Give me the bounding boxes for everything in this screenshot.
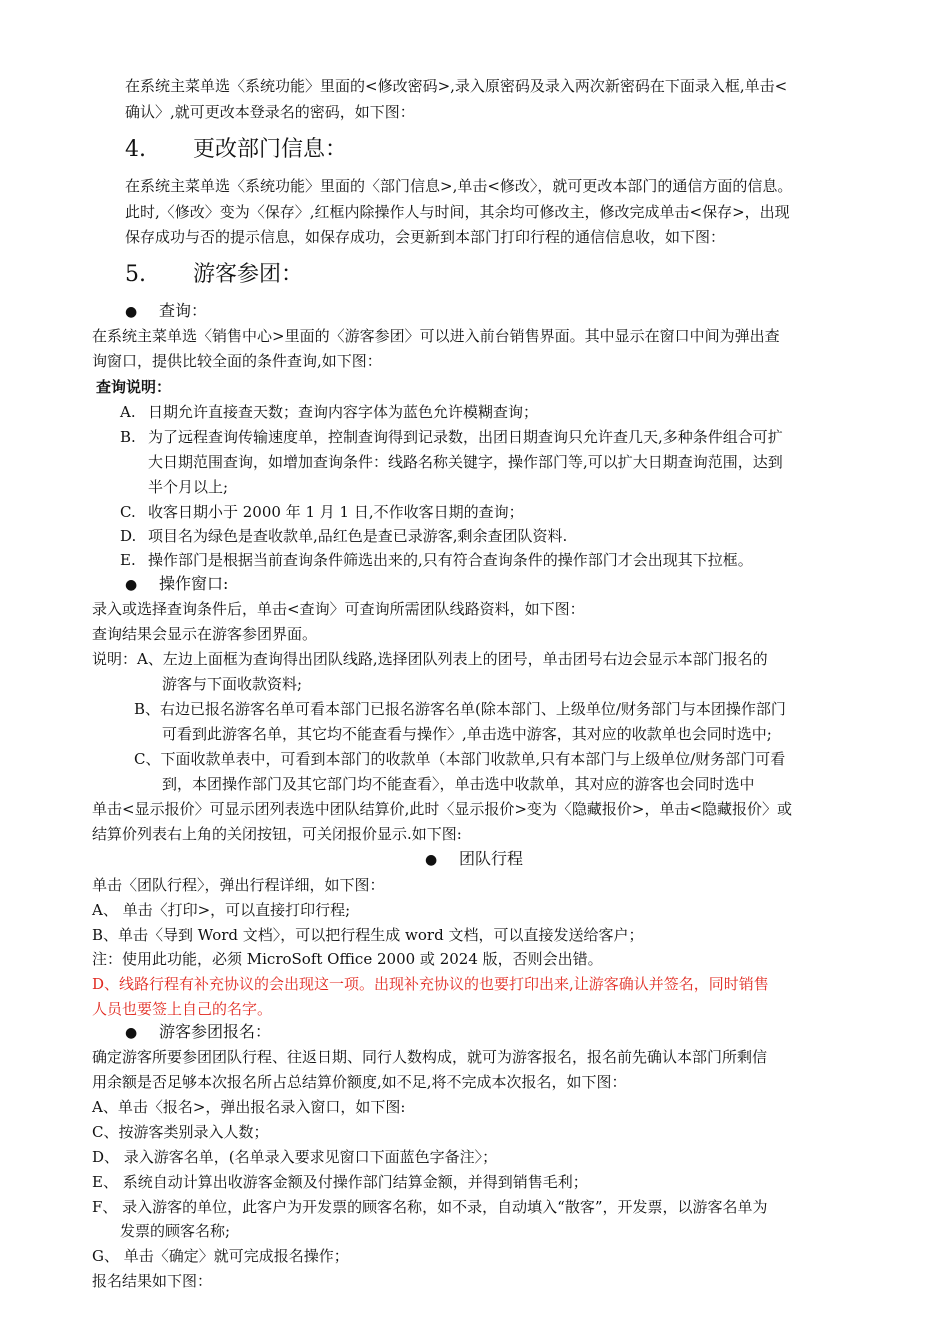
intro-line-2: 确认〉,就可更改本登录名的密码，如下图： [125, 103, 415, 121]
note-label: A. [120, 403, 136, 421]
signup-step-d: D、 录入游客名单，(名单录入要求见窗口下面蓝色字备注〉； [92, 1148, 498, 1166]
query-title: 查询： [159, 301, 208, 320]
note-text: 日期允许直接查天数；查询内容字体为蓝色允许模糊查询； [148, 403, 539, 421]
signup-step-a: A、单击〈报名>，弹出报名录入窗口，如下图: [92, 1098, 406, 1116]
note-label: D. [120, 527, 137, 545]
intro-line-1: 在系统主菜单选〈系统功能〉里面的<修改密码>,录入原密码及录入两次新密码在下面录入框,单击< [125, 77, 788, 95]
section-4-title: 更改部门信息： [193, 137, 348, 162]
note-text: 收客日期小于 2000 年 1 月 1 日,不作收客日期的查询； [148, 503, 524, 521]
bullet-icon: ● [125, 1025, 138, 1041]
operate-note-a-line-1: 说明：A、左边上面框为查询得出团队线路,选择团队列表上的团号，单击团号右边会显示本部门报名的 [92, 650, 768, 668]
query-notes-title: 查询说明： [96, 378, 172, 396]
signup-line-1: 确定游客所要参团团队行程、往返日期、同行人数构成，就可为游客报名，报名前先确认本部门所剩信 [92, 1048, 768, 1066]
section-5-title: 游客参团： [193, 262, 304, 287]
note-label: E. [120, 551, 136, 569]
signup-result: 报名结果如下图： [92, 1272, 213, 1290]
note-text: 操作部门是根据当前查询条件筛选出来的,只有符合查询条件的操作部门才会出现其下拉框。 [148, 551, 753, 569]
itinerary-red-line-2: 人员也要签上自己的名字。 [92, 1000, 273, 1018]
note-label: B. [120, 428, 136, 446]
operate-line-4: 结算价列表右上角的关闭按钮，可关闭报价显示.如下图: [92, 825, 462, 843]
operate-line-2: 查询结果会显示在游客参团界面。 [92, 625, 318, 643]
bullet-icon: ● [425, 852, 438, 868]
operate-note-c-line-1: C、下面收款单表中，可看到本部门的收款单（本部门收款单,只有本部门与上级单位/财务部门可看 [134, 750, 786, 768]
itinerary-red-line-1: D、线路行程有补充协议的会出现这一项。出现补充协议的也要打印出来,让游客确认并签名，同时销售 [92, 975, 769, 993]
operate-note-b-line-1: B、右边已报名游客名单可看本部门已报名游客名单(除本部门、上级单位/财务部门与本团操作部门 [134, 700, 786, 718]
signup-title: 游客参团报名： [159, 1022, 272, 1041]
section-4-line-1: 在系统主菜单选〈系统功能〉里面的〈部门信息>,单击<修改〉，就可更改本部门的通信方面的信息。 [125, 177, 793, 195]
signup-step-c: C、按游客类别录入人数； [92, 1123, 269, 1141]
bullet-icon: ● [125, 577, 138, 593]
section-4-line-3: 保存成功与否的提示信息，如保存成功，会更新到本部门打印行程的通信信息收，如下图： [125, 228, 726, 246]
query-note-b-line-2: 大日期范围查询，如增加查询条件：线路名称关键字，操作部门等,可以扩大日期查询范围，达到 [148, 453, 783, 471]
signup-step-g: G、 单击〈确定〉就可完成报名操作； [92, 1247, 349, 1265]
signup-step-e: E、 系统自动计算出收游客金额及付操作部门结算金额，并得到销售毛利； [92, 1173, 588, 1191]
query-note-b [120, 428, 783, 446]
operate-title: 操作窗口: [159, 574, 229, 593]
itinerary-line-3: B、单击〈导到 Word 文档〉，可以把行程生成 word 文档，可以直接发送给客户； [92, 926, 644, 944]
itinerary-note: 注：使用此功能，必须 MicroSoft Office 2000 或 2024 版，否则会出错。 [92, 950, 603, 968]
note-text: 为了远程查询传输速度单，控制查询得到记录数，出团日期查询只允许查几天,多种条件组合可扩 [148, 428, 783, 446]
operate-note-b-line-2: 可看到此游客名单，其它均不能查看与操作〉,单击选中游客，其对应的收款单也会同时选中; [162, 725, 772, 743]
signup-line-2: 用余额是否足够本次报名所占总结算价额度,如不足,将不完成本次报名，如下图： [92, 1073, 627, 1091]
operate-note-c-line-2: 到，本团操作部门及其它部门均不能查看〉，单击选中收款单，其对应的游客也会同时选中 [162, 775, 755, 793]
query-para-line-2: 询窗口，提供比较全面的条件查询,如下图： [92, 352, 382, 370]
operate-bullet-heading [125, 574, 228, 595]
operate-line-3: 单击<显示报价〉可显示团列表选中团队结算价,此时〈显示报价>变为〈隐藏报价>，单击<隐藏报价〉或 [92, 800, 793, 818]
note-text: 项目名为绿色是查收款单,品红色是查已录游客,剩余查团队资料. [148, 527, 568, 545]
query-note-a [120, 403, 538, 421]
signup-step-f-line-2: 发票的顾客名称; [120, 1222, 231, 1240]
bullet-icon: ● [125, 304, 138, 320]
signup-step-f-line-1: F、 录入游客的单位，此客户为开发票的顾客名称，如不录，自动填入“散客”，开发票，以游客名单为 [92, 1198, 768, 1216]
itinerary-line-2: A、 单击〈打印>，可以直接打印行程; [92, 901, 351, 919]
operate-note-a-line-2: 游客与下面收款资料; [162, 675, 303, 693]
note-label: C. [120, 503, 136, 521]
query-note-b-line-3: 半个月以上; [148, 478, 229, 496]
query-note-e [120, 551, 753, 569]
query-note-c [120, 503, 524, 521]
section-4-number: 4. [125, 137, 146, 162]
query-note-d [120, 527, 567, 545]
itinerary-title: 团队行程 [459, 849, 524, 868]
query-bullet-heading [125, 301, 207, 322]
itinerary-bullet-heading [425, 849, 523, 870]
operate-line-1: 录入或选择查询条件后，单击<查询〉可查询所需团队线路资料，如下图： [92, 600, 585, 618]
query-para-line-1: 在系统主菜单选〈销售中心>里面的〈游客参团〉可以进入前台销售界面。其中显示在窗口中间为弹出查 [92, 327, 780, 345]
section-4-heading [125, 137, 347, 163]
section-5-heading [125, 262, 303, 288]
section-4-line-2: 此时,〈修改〉变为〈保存〉,红框内除操作人与时间，其余均可修改主，修改完成单击<保存>，出现 [125, 203, 790, 221]
section-5-number: 5. [125, 262, 146, 287]
signup-bullet-heading [125, 1022, 271, 1043]
itinerary-line-1: 单击〈团队行程〉，弹出行程详细，如下图： [92, 876, 385, 894]
